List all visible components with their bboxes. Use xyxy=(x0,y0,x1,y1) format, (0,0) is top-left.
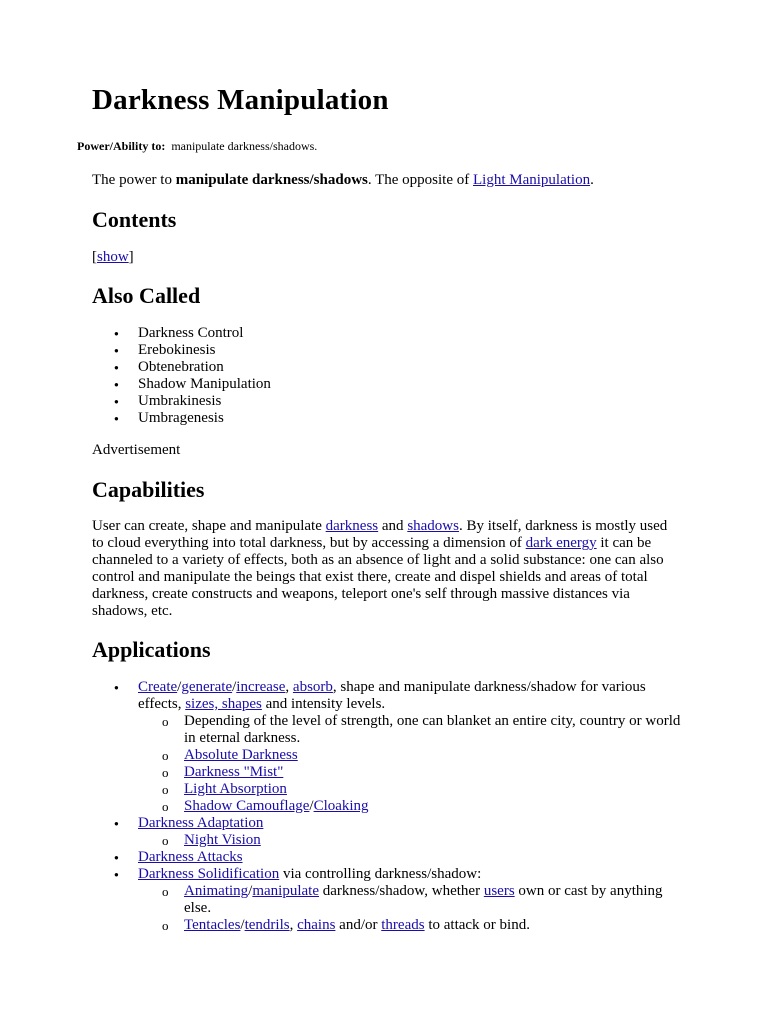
list-item: ● Shadow Manipulation xyxy=(92,376,692,393)
darkness-attacks-link[interactable]: Darkness Attacks xyxy=(138,849,243,865)
night-vision-link[interactable]: Night Vision xyxy=(184,832,261,848)
darkness-solidification-link[interactable]: Darkness Solidification xyxy=(138,866,280,882)
tendrils-link[interactable]: tendrils xyxy=(244,917,290,933)
manipulate-link[interactable]: manipulate xyxy=(252,883,319,899)
sub-list xyxy=(138,883,692,934)
capabilities-heading: Capabilities xyxy=(92,477,205,502)
sub-list-item: o Depending of the level of strength, one can blanket an entire city, country or world in eternal darkness. xyxy=(138,713,692,747)
sizes-shapes-link[interactable]: sizes, shapes xyxy=(185,696,262,712)
generate-link[interactable]: generate xyxy=(181,679,233,695)
sub-list-item xyxy=(138,832,692,849)
intro-text: . The opposite of xyxy=(367,172,473,188)
light-absorption-link[interactable]: Light Absorption xyxy=(184,781,287,797)
applications-list xyxy=(92,679,692,934)
create-link[interactable]: Create xyxy=(138,679,178,695)
also-called-list xyxy=(92,325,692,427)
item-text: and/or xyxy=(335,917,382,933)
animating-link[interactable]: Animating xyxy=(184,883,249,899)
absolute-darkness-link[interactable]: Absolute Darkness xyxy=(184,747,298,763)
absorb-link[interactable]: absorb xyxy=(292,679,333,695)
power-line xyxy=(77,139,317,154)
darkness-mist-link[interactable]: Darkness "Mist" xyxy=(184,764,284,780)
power-value: manipulate darkness/shadows. xyxy=(171,139,318,153)
sub-list xyxy=(138,713,692,815)
list-item xyxy=(92,815,692,849)
contents-toggle xyxy=(92,249,134,266)
item-text: , shape and manipulate darkness/shadow for various effects, xyxy=(138,679,646,712)
sub-list-item xyxy=(138,781,692,798)
separator: / xyxy=(248,883,253,899)
sub-list-item xyxy=(138,764,692,781)
paragraph-text: and xyxy=(378,518,408,534)
separator: / xyxy=(232,679,237,695)
separator: / xyxy=(309,798,314,814)
intro-text: The power to xyxy=(92,172,176,188)
cloaking-link[interactable]: Cloaking xyxy=(313,798,369,814)
bracket: [ xyxy=(92,249,97,265)
capabilities-paragraph xyxy=(92,518,682,620)
separator: / xyxy=(240,917,245,933)
list-item: ● Erebokinesis xyxy=(92,342,692,359)
intro-paragraph xyxy=(92,172,594,189)
item-text: and intensity levels. xyxy=(261,696,386,712)
shadow-camouflage-link[interactable]: Shadow Camouflage xyxy=(184,798,310,814)
sub-list-item xyxy=(138,798,692,815)
contents-heading: Contents xyxy=(92,207,177,232)
power-label: Power/Ability to: xyxy=(77,139,166,153)
list-item: ● Obtenebration xyxy=(92,359,692,376)
list-item: ● Umbragenesis xyxy=(92,410,692,427)
applications-heading: Applications xyxy=(92,637,211,662)
intro-text: . xyxy=(590,172,594,188)
sub-list-item xyxy=(138,883,692,917)
tentacles-link[interactable]: Tentacles xyxy=(184,917,241,933)
list-item xyxy=(92,849,692,866)
paragraph-text: User can create, shape and manipulate xyxy=(92,518,326,534)
list-item: ● Darkness Control xyxy=(92,325,692,342)
users-link[interactable]: users xyxy=(483,883,515,899)
advertisement-label: Advertisement xyxy=(92,442,181,458)
darkness-link[interactable]: darkness xyxy=(325,518,379,534)
chains-link[interactable]: chains xyxy=(297,917,336,933)
paragraph-text: . By itself, darkness is mostly used to cloud everything into total darkness, but by accessing a dimension of xyxy=(92,518,668,551)
show-contents-link[interactable]: show xyxy=(97,249,129,265)
increase-link[interactable]: increase xyxy=(236,679,286,695)
also-called-heading: Also Called xyxy=(92,283,201,308)
item-text: own or cast by anything else. xyxy=(184,883,663,916)
intro-bold: manipulate darkness/shadows xyxy=(175,172,368,188)
light-manipulation-link[interactable]: Light Manipulation xyxy=(473,172,591,188)
threads-link[interactable]: threads xyxy=(381,917,425,933)
separator: , xyxy=(285,679,293,695)
page-title: Darkness Manipulation xyxy=(92,84,389,116)
item-text: darkness/shadow, whether xyxy=(319,883,484,899)
sub-list xyxy=(138,832,692,849)
list-item: ● Umbrakinesis xyxy=(92,393,692,410)
darkness-adaptation-link[interactable]: Darkness Adaptation xyxy=(138,815,264,831)
dark-energy-link[interactable]: dark energy xyxy=(525,535,597,551)
item-text: via controlling darkness/shadow: xyxy=(279,866,482,882)
sub-list-item xyxy=(138,917,692,934)
separator: , xyxy=(289,917,298,933)
shadows-link[interactable]: shadows xyxy=(407,518,459,534)
list-item xyxy=(92,679,692,815)
paragraph-text: it can be channeled to a variety of effects, both as an absence of light and a solid substance: one can also control and manipulate the beings that exist there, create and dispel shields and areas of total darkness, create constructs and weapons, teleport one's self through massive distances via shadows, etc. xyxy=(92,535,664,619)
list-item xyxy=(92,866,692,934)
sub-list-item xyxy=(138,747,692,764)
bracket: ] xyxy=(128,249,134,265)
separator: / xyxy=(177,679,182,695)
item-text: to attack or bind. xyxy=(424,917,530,933)
